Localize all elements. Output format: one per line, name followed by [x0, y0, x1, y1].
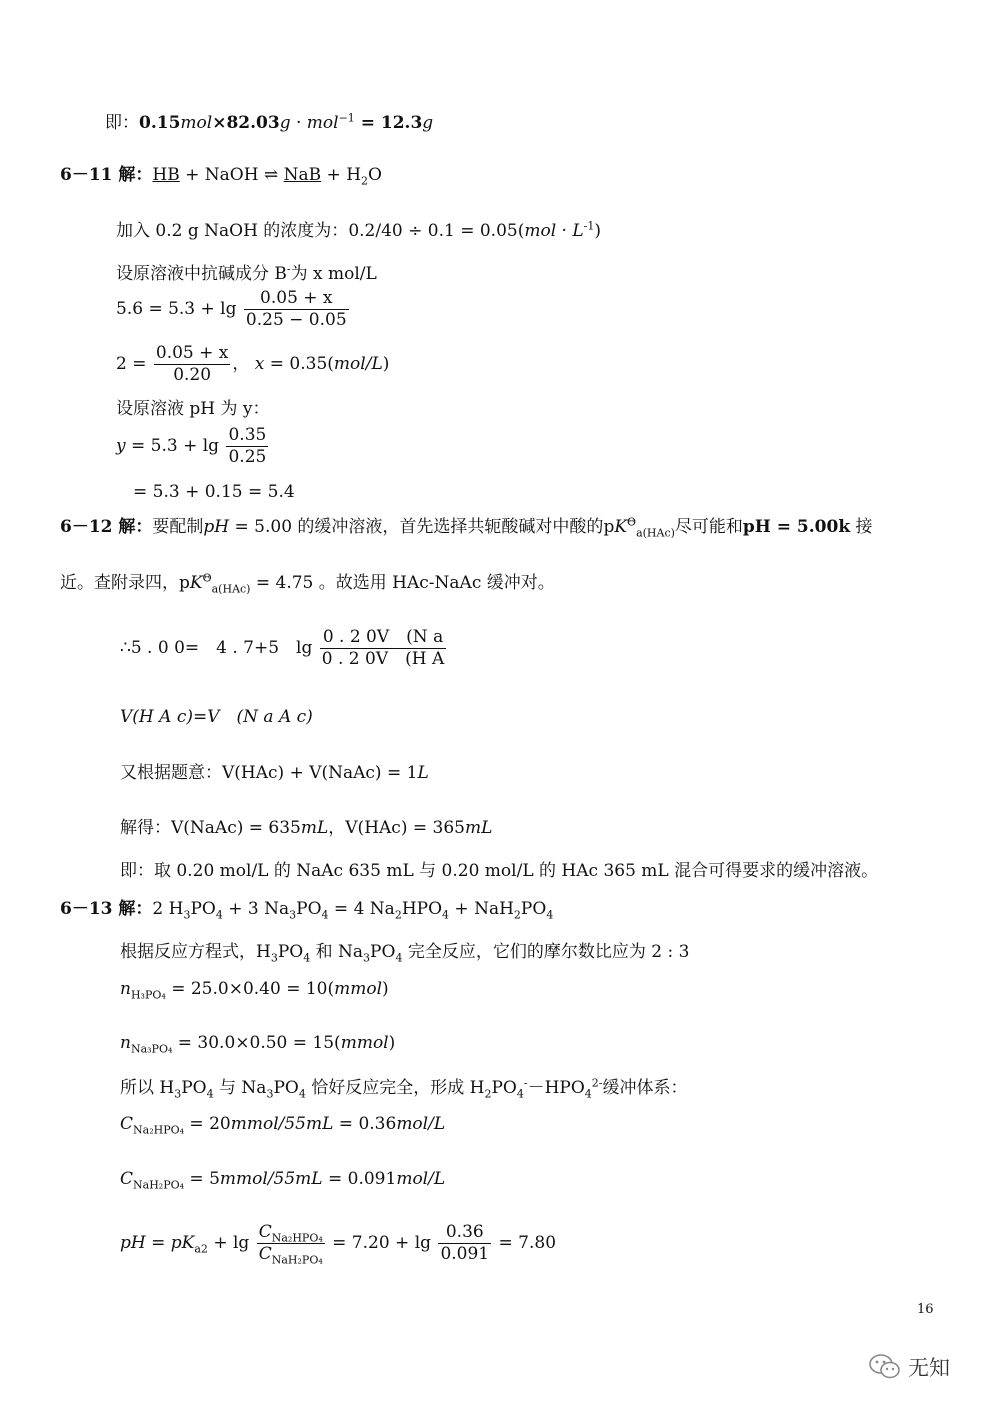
numerator: 0.05 + x	[155, 343, 229, 363]
var: pH	[203, 517, 230, 537]
line-15	[120, 817, 492, 839]
unit: mol/L	[333, 354, 383, 374]
text: 设原溶液中抗碱成分 B	[116, 264, 287, 284]
text: 即：	[105, 113, 139, 133]
sub: 3	[174, 1087, 182, 1101]
math: = 5.3 + lg	[125, 436, 220, 456]
sub: a(HAc)	[636, 526, 675, 540]
math: p	[603, 517, 615, 537]
text: 又根据题意：	[120, 763, 222, 783]
denominator: 0 . 2 0V (H A	[321, 649, 445, 669]
numerator: 0.35	[228, 425, 267, 445]
math: = 20	[184, 1114, 231, 1134]
math: = 0.36	[333, 1114, 397, 1134]
num: 0.15	[139, 113, 181, 133]
sub: H₃PO₄	[130, 988, 166, 1002]
sup: 2-	[591, 1076, 603, 1090]
text: PO	[277, 942, 304, 962]
unit: mmol	[340, 1033, 389, 1053]
sub: 4	[298, 1087, 306, 1101]
sup: -	[523, 1076, 528, 1090]
equation-5	[116, 288, 351, 331]
sub: 2	[361, 174, 369, 188]
text: 与 Na	[213, 1078, 267, 1098]
unit: mol/L	[396, 1169, 446, 1189]
equation-24	[120, 1222, 556, 1265]
unit: mol	[180, 113, 213, 133]
unit: mmol/55mL	[219, 1169, 323, 1189]
sup: Θ	[202, 571, 212, 585]
unit: mL	[300, 818, 329, 838]
watermark	[868, 1352, 950, 1382]
sub: NaH₂PO₄	[133, 1178, 185, 1192]
denominator: 0.091	[440, 1244, 490, 1264]
var: y	[116, 436, 126, 456]
text: ，	[328, 818, 346, 838]
sub: 4	[395, 951, 403, 965]
text: PO	[370, 942, 396, 962]
sub: 4	[215, 908, 223, 922]
problem-6-11-heading	[60, 164, 382, 186]
math: = 0.35(	[264, 354, 334, 374]
sub: 3	[289, 908, 297, 922]
wechat-icon	[868, 1353, 902, 1381]
denominator: 0.20	[173, 365, 212, 385]
sup: Θ	[627, 515, 637, 529]
math: V(HAc) + V(NaAc) = 1	[222, 763, 418, 783]
line-4	[116, 263, 377, 285]
equation-8	[116, 425, 270, 468]
sub: 4	[442, 908, 450, 922]
line-11	[60, 572, 555, 594]
math: 5.6 = 5.3 + lg	[116, 299, 237, 319]
formula: PO	[190, 899, 216, 919]
sup: -1	[583, 219, 595, 233]
equilibrium-arrow-icon: ⇌	[263, 165, 279, 185]
var: x	[254, 354, 265, 374]
sub: 2	[484, 1087, 492, 1101]
line-18	[120, 941, 689, 963]
text: －HPO	[527, 1078, 585, 1098]
math: ，	[232, 354, 250, 374]
text: 缓冲体系：	[602, 1078, 688, 1098]
formula: PO	[520, 899, 547, 919]
text: 恰好反应完全，形成 H	[305, 1078, 485, 1098]
sub: a(HAc)	[211, 582, 251, 596]
formula: + 3 Na	[222, 899, 290, 919]
equation-6	[116, 343, 389, 386]
numerator: 0.05 + x	[244, 288, 349, 310]
numerator: 0.36	[438, 1222, 491, 1244]
text: = 4.75 。故选用 HAc-NaAc 缓冲对。	[250, 573, 555, 593]
math: )	[382, 354, 390, 374]
text: = 5.00 的缓冲溶液，首先选择共轭酸碱对中酸的	[229, 517, 604, 537]
unit: mol/L	[396, 1114, 446, 1134]
sub: 3	[363, 951, 371, 965]
formula: PO	[296, 899, 322, 919]
equation-9	[133, 481, 295, 503]
problem-label: 6－12 解：	[60, 517, 153, 537]
text: 即：取 0.20 mol/L 的 NaAc 635 mL 与 0.20 mol/L 的 HAc 365 mL 混合可得要求的缓冲溶液。	[120, 861, 879, 881]
text: 和 Na	[310, 942, 364, 962]
math: 2 =	[116, 354, 147, 374]
fraction	[320, 627, 446, 670]
sub: Na₂HPO₄	[271, 1231, 323, 1245]
formula: 2 H	[152, 899, 184, 919]
sub: 2	[513, 908, 521, 922]
formula: + NaH	[449, 899, 514, 919]
text: 所以 H	[120, 1078, 175, 1098]
var: pH	[120, 1233, 146, 1253]
sub: 4	[321, 908, 329, 922]
unit: mL	[464, 818, 493, 838]
text: 近。查附录四，	[60, 573, 179, 593]
text: 要配制	[152, 517, 204, 537]
text: 接	[850, 517, 873, 537]
math: = 7.20 + lg	[326, 1233, 432, 1253]
text: 根据反应方程式，H	[120, 942, 271, 962]
equation-12	[120, 627, 448, 670]
unit: mmol/55mL	[230, 1114, 334, 1134]
watermark-text: 无知	[908, 1356, 950, 1380]
sub: 2	[394, 908, 402, 922]
math: ∴5 . 0 0= 4 . 7+5 lg	[120, 638, 313, 658]
sub: 4	[516, 1087, 524, 1101]
line-16	[120, 860, 878, 882]
var: C	[258, 1222, 272, 1242]
num: ×82.03	[212, 113, 280, 133]
sub: 4	[206, 1087, 214, 1101]
equation-20	[120, 1032, 395, 1054]
formula: + H	[321, 165, 362, 185]
unit: g	[422, 113, 434, 133]
fraction	[244, 288, 349, 331]
sub: 4	[303, 951, 311, 965]
num: = 12.3	[354, 113, 423, 133]
sub: 3	[266, 1087, 274, 1101]
text: 为 x mol/L	[290, 264, 377, 284]
problem-6-12-heading	[60, 516, 873, 538]
math: = 5.3 + 0.15 = 5.4	[133, 482, 295, 502]
line-21	[120, 1077, 688, 1099]
math: V(HAc) = 365	[345, 818, 465, 838]
formula: HB	[152, 165, 180, 185]
problem-6-13-heading	[60, 898, 553, 920]
formula: HPO	[401, 899, 443, 919]
line-3	[116, 220, 601, 242]
var: n	[120, 979, 131, 999]
line-1	[105, 112, 433, 134]
sup: −1	[338, 111, 355, 125]
var: C	[120, 1114, 134, 1134]
numerator	[257, 1222, 325, 1244]
math: = 25.0×0.40 = 10(	[165, 979, 335, 999]
var: K	[189, 573, 203, 593]
numerator: 0 . 2 0V (N a	[320, 627, 446, 649]
var: C	[120, 1169, 134, 1189]
sub: NaH₂PO₄	[271, 1253, 323, 1267]
math: = 5	[184, 1169, 220, 1189]
text: 加入 0.2 g NaOH 的浓度为：	[116, 221, 349, 241]
denominator	[257, 1244, 325, 1265]
equation-23	[120, 1168, 445, 1190]
sub: 3	[183, 908, 191, 922]
fraction	[226, 425, 268, 468]
text: 完全反应，它们的摩尔数比应为 2 : 3	[402, 942, 690, 962]
formula: + NaOH	[179, 165, 264, 185]
equation-22	[120, 1113, 445, 1135]
text: PO	[181, 1078, 207, 1098]
line-14	[120, 762, 429, 784]
text: 解得：	[120, 818, 171, 838]
math: )	[594, 221, 601, 241]
sub: Na₃PO₄	[130, 1042, 173, 1056]
denominator: 0.25	[228, 447, 267, 467]
denominator: 0.25 − 0.05	[245, 310, 347, 330]
text: PO	[273, 1078, 299, 1098]
text: 尽可能和	[674, 517, 743, 537]
math: pH = 5.00k	[742, 517, 851, 537]
problem-label: 6－13 解：	[60, 899, 153, 919]
fraction	[154, 343, 231, 386]
sub: 4	[584, 1087, 592, 1101]
math: = 0.091	[322, 1169, 397, 1189]
problem-label: 6－11 解：	[60, 165, 153, 185]
math: V(H A c)=V (N a A c)	[120, 707, 313, 727]
page-number: 16	[917, 1302, 934, 1317]
unit: mmol	[334, 979, 383, 999]
line-7	[116, 398, 270, 420]
math: =	[145, 1233, 171, 1253]
math: = 7.80	[493, 1233, 557, 1253]
sup: -	[286, 262, 291, 276]
text: PO	[491, 1078, 517, 1098]
math: = 30.0×0.50 = 15(	[172, 1033, 341, 1053]
math: + lg	[207, 1233, 250, 1253]
sub: Na₂HPO₄	[133, 1123, 185, 1137]
math: V(NaAc) = 635	[171, 818, 301, 838]
var: C	[258, 1244, 272, 1264]
unit: L	[417, 763, 429, 783]
unit: mol · L	[524, 221, 584, 241]
fraction	[257, 1222, 325, 1265]
formula: NaB	[283, 165, 322, 185]
text: 设原溶液 pH 为 y：	[116, 399, 270, 419]
sub: a2	[194, 1242, 208, 1256]
var: K	[614, 517, 628, 537]
formula: O	[368, 165, 382, 185]
unit: g · mol	[279, 113, 339, 133]
math: )	[388, 1033, 396, 1053]
var: n	[120, 1033, 131, 1053]
var: pK	[170, 1233, 195, 1253]
math: 0.2/40 ÷ 0.1 = 0.05(	[348, 221, 525, 241]
equation-19	[120, 978, 389, 1000]
fraction	[438, 1222, 491, 1265]
sub: 3	[270, 951, 278, 965]
formula: = 4 Na	[328, 899, 395, 919]
math: )	[382, 979, 389, 999]
sub: 4	[546, 908, 554, 922]
equation-13	[120, 706, 313, 728]
math: p	[179, 573, 190, 593]
